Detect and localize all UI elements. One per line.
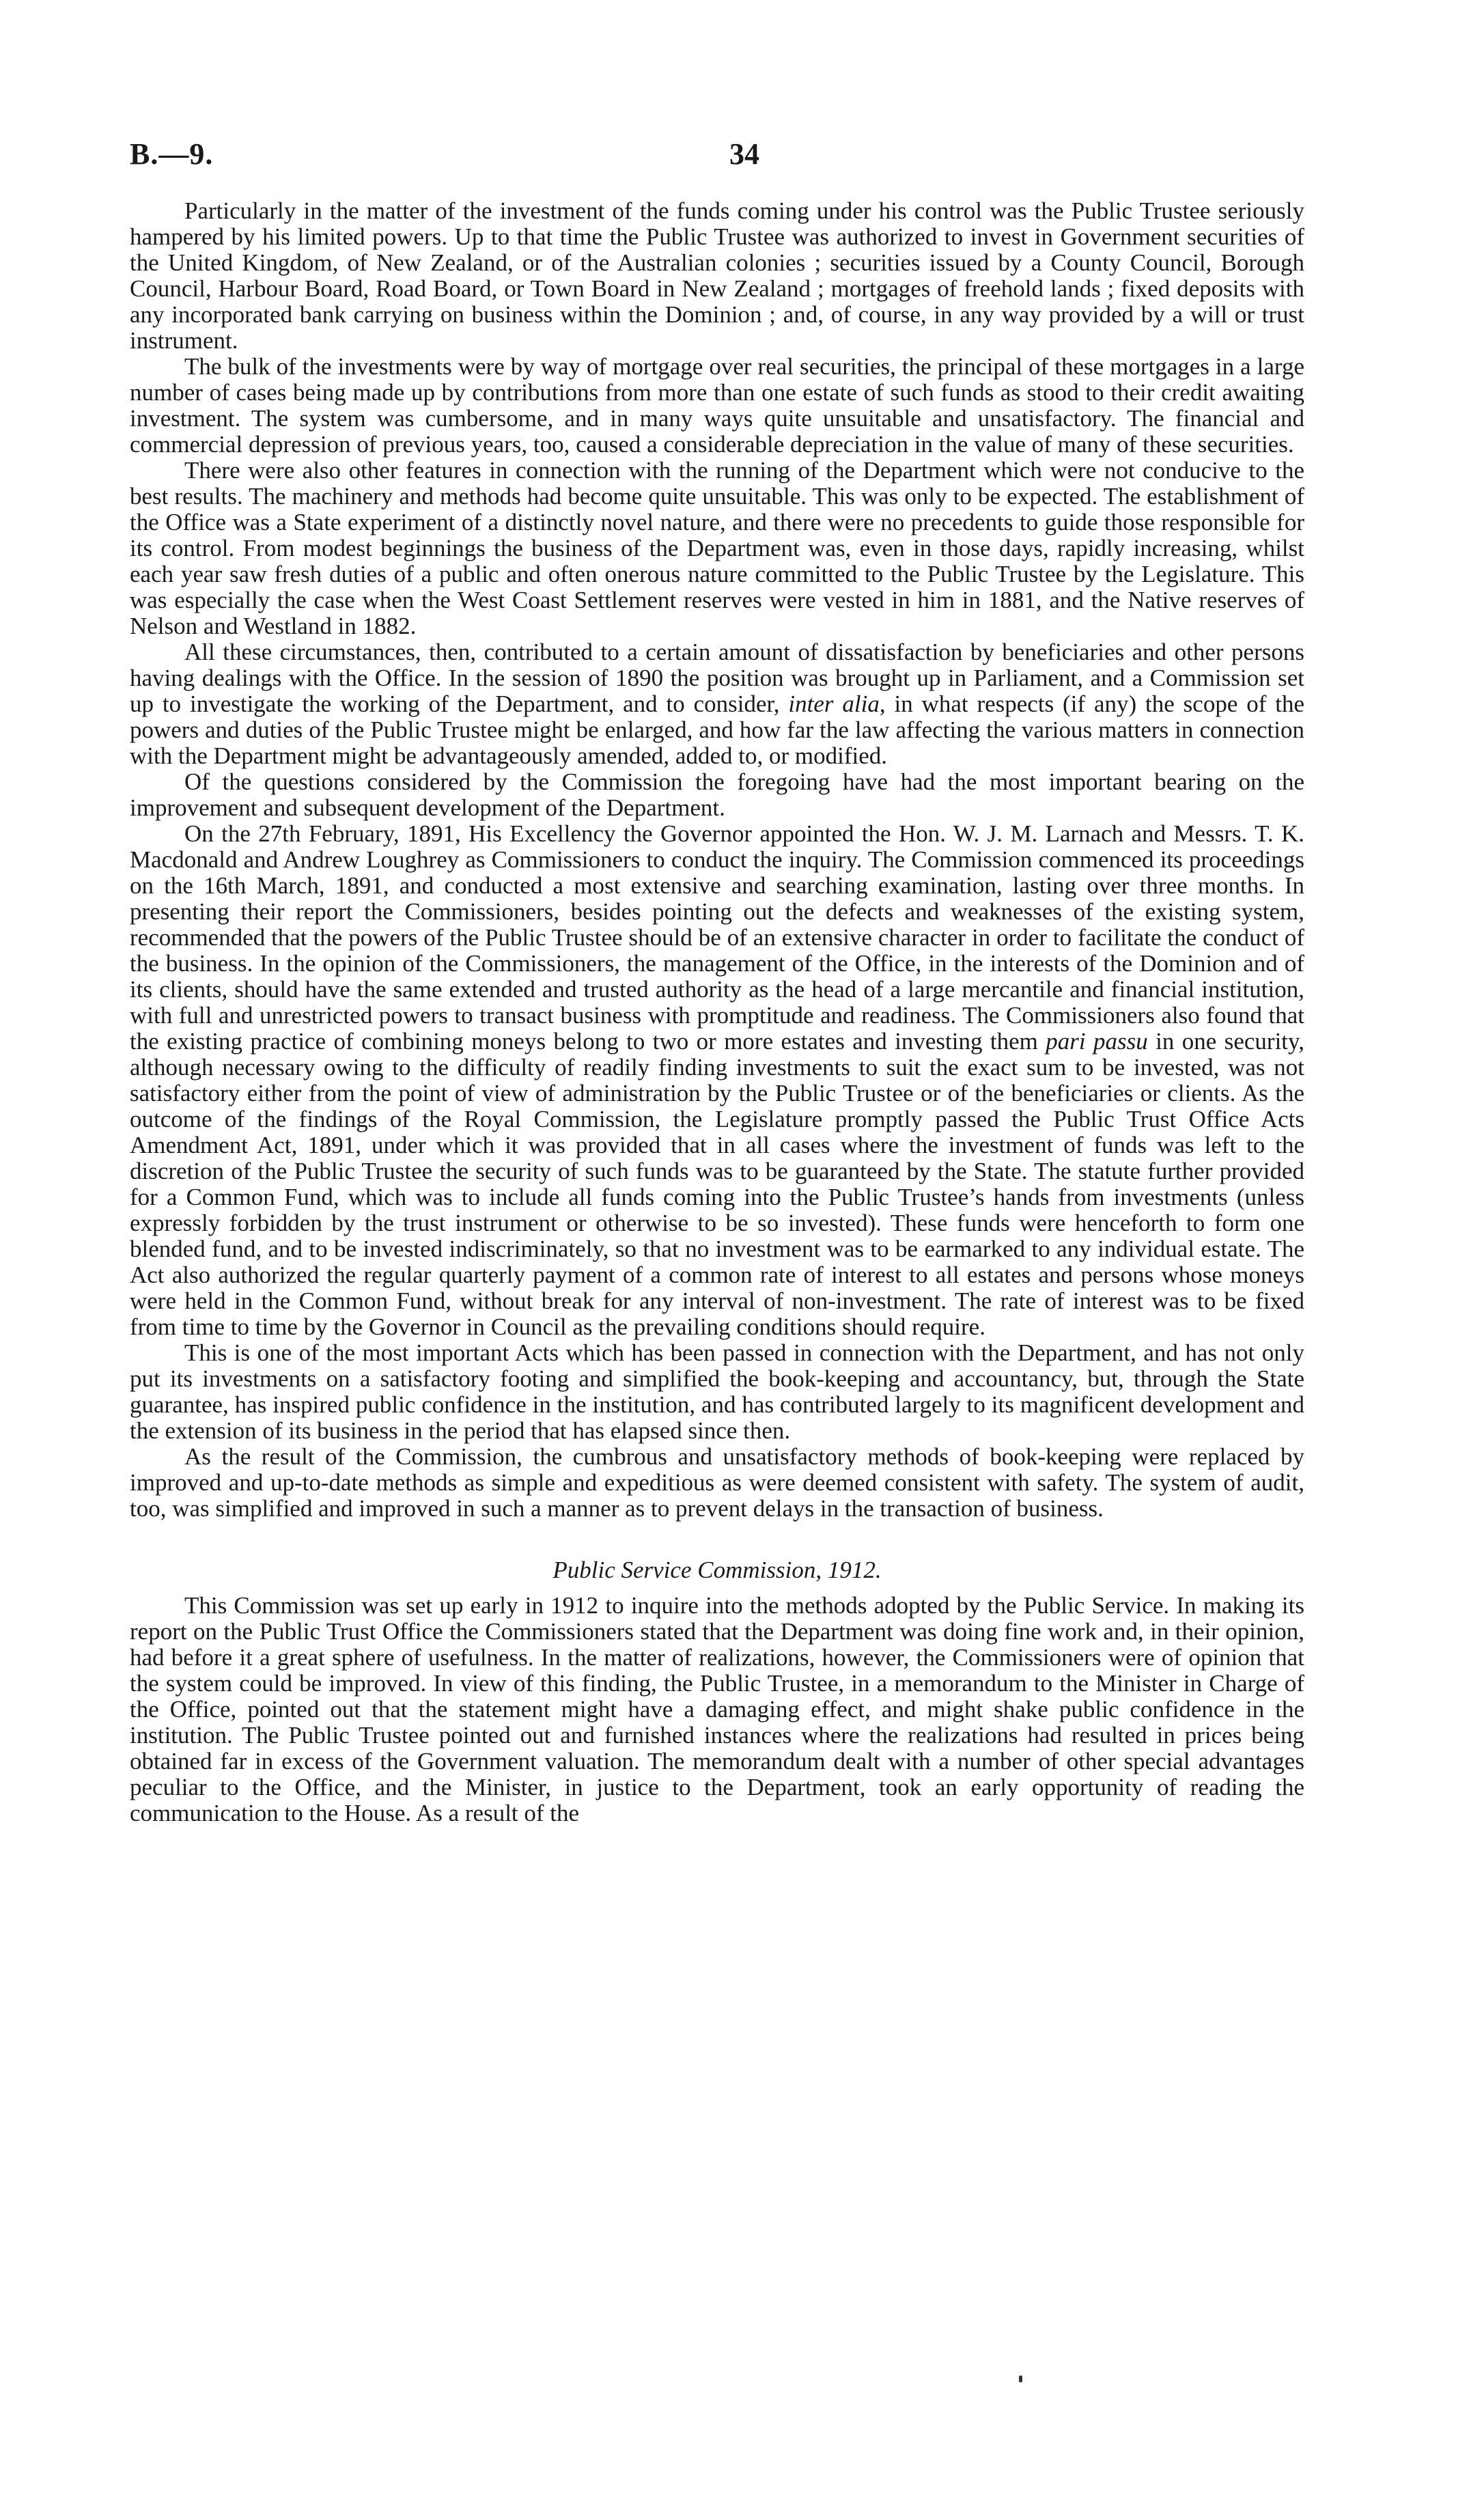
text-run: in one security, although necessary owing to the difficulty of readily finding investments to suit the exact sum to be invested, was not satisfactory either from the point of view of administration by the Public Trustee or of the beneficiaries or clients. As the outcome of the findings of the Royal Commission, the Legislature promptly passed the Public Trust Office Acts Amendment Act, 1891, under which it was provided that in all cases where the investment of funds was left to the discretion of the Public Trustee the security of such funds was to be guaranteed by the State. The statute further provided for a Common Fund, which was to include all funds coming into the Public Trustee’s hands from investments (unless expressly forbidden by the trust instrument or otherwise to be so invested). These funds were henceforth to form one blended fund, and to be invested indiscriminately, so that no investment was to be earmarked to any individual estate. The Act also authorized the regular quarterly payment of a common rate of interest to all estates and persons whose moneys were held in the Common Fund, without break for any interval of non-investment. The rate of interest was to be fixed from time to time by the Governor in Council as the prevailing conditions should require. bbox=[130, 1028, 1305, 1340]
paragraph-investment-powers: Particularly in the matter of the investment of the funds coming under his control was the Public Trustee seriously hampered by his limited powers. Up to that time the Public Trustee was authorized to invest in Government securities of the United Kingdom, of New Zealand, or of the Australian colonies ; securities issued by a County Council, Borough Council, Harbour Board, Road Board, or Town Board in New Zealand ; mortgages of freehold lands ; fixed deposits with any incorporated bank carrying on business within the Dominion ; and, of course, in any way provided by a will or trust instrument. bbox=[130, 197, 1304, 354]
stray-mark bbox=[1019, 2376, 1022, 2382]
paragraph-public-service-commission: This Commission was set up early in 1912 to inquire into the methods adopted by the Public Service. In making its report on the Public Trust Office the Commissioners stated that the Department was doing fine work and, in their opinion, had before it a great sphere of usefulness. In the matter of realizations, however, the Commissioners were of opinion that the system could be improved. In view of this finding, the Public Trustee, in a memorandum to the Minister in Charge of the Office, pointed out that the statement might have a damaging effect, and might shake public confidence in the institution. The Public Trustee pointed out and furnished instances where the realizations had resulted in prices being obtained far in excess of the Government valuation. The memorandum dealt with a number of other special advantages peculiar to the Office, and the Minister, in justice to the Department, took an early opportunity of reading the communication to the House. As a result of the bbox=[130, 1592, 1304, 1826]
page-number: 34 bbox=[729, 137, 759, 171]
paragraph-dissatisfaction bbox=[130, 639, 1304, 769]
page-header bbox=[130, 137, 1304, 178]
italic-term: inter alia bbox=[788, 691, 880, 717]
text-run: All these circumstances, then, contributed to a certain amount of dissatisfaction by beneficiaries and other persons having dealings with the Office. In the session of 1890 the position was brought up in Parliament, and a Commission set up to investigate the working of the Department, and to consider, bbox=[130, 639, 1304, 717]
section-heading: Public Service Commission, 1912. bbox=[552, 1557, 882, 1583]
italic-term: pari passu bbox=[1046, 1028, 1148, 1055]
document-reference: B.—9. bbox=[130, 137, 214, 171]
text-run: On the 27th February, 1891, His Excellency the Governor appointed the Hon. W. J. M. Larnach and Messrs. T. K. Macdonald and Andrew Loughrey as Commissioners to conduct the inquiry. The Commission commenced its proceedings on the 16th March, 1891, and conducted a most extensive and searching examination, lasting over three months. In presenting their report the Commissioners, besides pointing out the defects and weaknesses of the existing system, recommended that the powers of the Public Trustee should be of an extensive character in order to facilitate the conduct of the business. In the opinion of the Commissioners, the management of the Office, in the interests of the Dominion and of its clients, should have the same extended and trusted authority as the head of a large mercantile and financial institution, with full and unrestricted powers to transact business with promptitude and readiness. The Commissioners also found that the existing practice of combining moneys belong to two or more estates and investing them bbox=[130, 820, 1304, 1055]
text-run: , in what respects (if any) the scope of the powers and duties of the Public Trustee might be enlarged, and how far the law affecting the various matters in connection with the Department might be advantageously amended, added to, or modified. bbox=[130, 691, 1305, 769]
paragraph-commission-1891 bbox=[130, 821, 1304, 1340]
paragraph-other-features: There were also other features in connection with the running of the Department which were not conducive to the best results. The machinery and methods had become quite unsuitable. This was only to be expected. The establishment of the Office was a State experiment of a distinctly novel nature, and there were no precedents to guide those responsible for its control. From modest beginnings the business of the Department was, even in those days, rapidly increasing, whilst each year saw fresh duties of a public and often onerous nature committed to the Public Trustee by the Legislature. This was especially the case when the West Coast Settlement reserves were vested in him in 1881, and the Native reserves of Nelson and Westland in 1882. bbox=[130, 457, 1304, 639]
paragraph-mortgages: The bulk of the investments were by way of mortgage over real securities, the principal of these mortgages in a large number of cases being made up by contributions from more than one estate of such funds as stood to their credit awaiting investment. The system was cumbersome, and in many ways quite unsuitable and unsatisfactory. The financial and commercial depression of previous years, too, caused a considerable depreciation in the value of many of these securities. bbox=[130, 353, 1304, 458]
paragraph-important-acts: This is one of the most important Acts which has been passed in connection with the Department, and has not only put its investments on a satisfactory footing and simplified the book-keeping and accountancy, but, through the State guarantee, has inspired public confidence in the institution, and has contributed largely to its magnificent development and the extension of its business in the period that has elapsed since then. bbox=[130, 1339, 1304, 1444]
paragraph-book-keeping: As the result of the Commission, the cumbrous and unsatisfactory methods of book-keeping were replaced by improved and up-to-date methods as simple and expeditious as were deemed consistent with safety. The system of audit, too, was simplified and improved in such a manner as to prevent delays in the transaction of business. bbox=[130, 1443, 1304, 1522]
paragraph-questions: Of the questions considered by the Commission the foregoing have had the most important bearing on the improvement and subsequent development of the Department. bbox=[130, 768, 1304, 821]
body-text bbox=[130, 198, 1304, 1826]
